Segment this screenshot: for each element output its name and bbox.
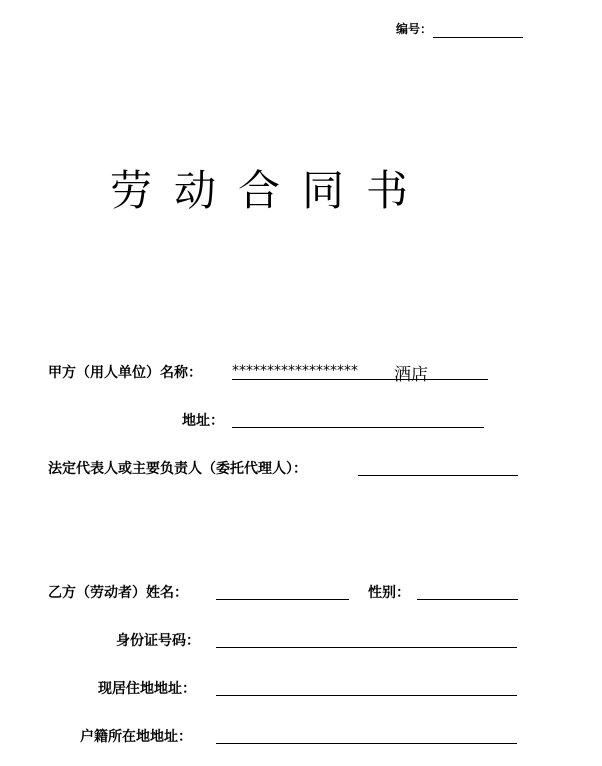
party-b-current-address-label: 现居住地地址： [98,681,196,697]
contract-number-label: 编号： [396,22,433,36]
party-a-address-label: 地址： [182,413,224,429]
party-a-representative-label: 法定代表人或主要负责人（委托代理人）： [48,461,307,477]
party-a-representative-field[interactable] [358,475,518,476]
party-b-registered-address-label: 户籍所在地地址： [80,729,192,745]
party-b-name-label: 乙方（劳动者）姓名： [48,585,188,601]
party-b-gender-label: 性别： [368,585,410,601]
document-title: 劳动合同书 [110,166,431,215]
party-b-name-field[interactable] [216,599,349,600]
party-b-registered-address-field[interactable] [216,743,517,744]
party-b-id-field[interactable] [216,647,517,648]
party-a-address-field[interactable] [232,427,484,428]
party-a-name-label: 甲方（用人单位）名称： [48,365,202,381]
party-b-current-address-field[interactable] [216,695,517,696]
party-b-gender-field[interactable] [417,599,518,600]
party-a-name-suffix: 酒店 [394,365,428,385]
contract-number-field[interactable] [433,37,523,38]
party-a-name-field[interactable] [232,379,488,380]
party-b-id-label: 身份证号码： [116,633,200,649]
party-a-name-mask: ****************** [232,363,358,379]
